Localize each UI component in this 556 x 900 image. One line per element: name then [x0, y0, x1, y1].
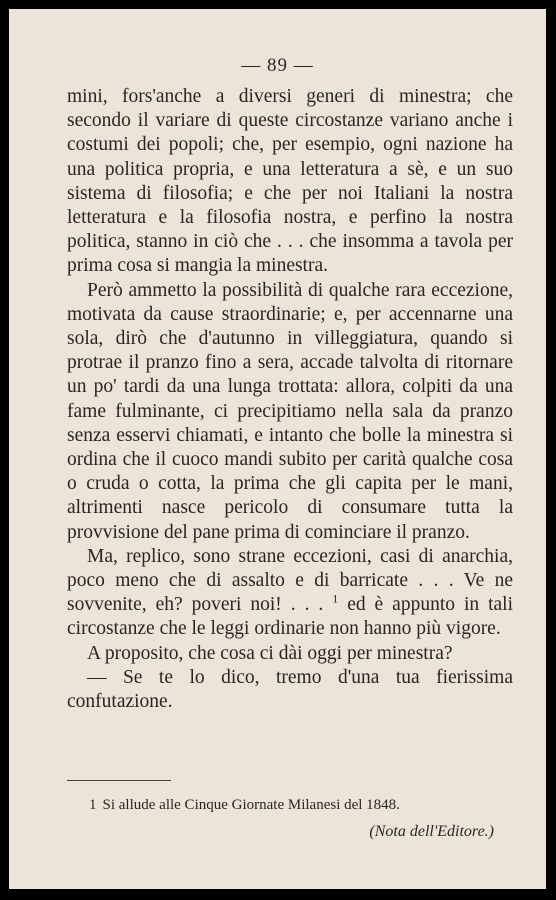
- book-page: [9, 9, 546, 889]
- footnote-reference-mark: 1: [332, 591, 339, 606]
- body-text: [67, 85, 513, 714]
- footnote-divider: [67, 780, 171, 781]
- paragraph-3-text-after: ed è appunto in tali circostanze che le leggi ordinarie non hanno più vigore.: [67, 594, 513, 640]
- footnote: [89, 795, 519, 815]
- paragraph-4: A proposito, che cosa ci dài oggi per minestra?: [87, 642, 453, 664]
- footnote-credit: (Nota dell'Editore.): [369, 823, 494, 840]
- paragraph-3: [67, 545, 513, 642]
- paragraph-1: mini, fors'anche a diversi generi di minestra; che secondo il variare di queste circostanze variano anche i costumi dei popoli; che, per esempio, ogni nazione ha una politica propria, e una letteratura a sè, e un suo sistema di filosofia; e che per noi Italiani la nostra letteratura e la filosofia nostra, e perfino la nostra politica, stanno in ciò che . . . che insomma a tavola per prima cosa si mangia la minestra.: [67, 86, 513, 277]
- paragraph-3-text-before: Ma, replico, sono strane eccezioni, casi di anarchia, poco meno che di assalto e di barricate . . . Ve ne sovvenite, eh? poveri noi! . . .: [67, 545, 513, 616]
- paragraph-2: Però ammetto la possibilità di qualche rara eccezione, motivata da cause straordinarie; e, per accennarne una sola, dirò che d'autunno in villeggiatura, quando si protrae il pranzo fino a sera, accade talvolta di ritornare un po' tardi da una lunga trottata: allora, colpiti da una fame fulminante, ci precipitiamo nella sala da pranzo senza esservi chiamati, e intanto che bolle la minestra si ordina che il cuoco mandi subito per carità qualche cosa o cruda o cotta, la prima che gli capita per le mani, altrimenti nasce pericolo di consumare tutta la provvisione del pane prima di cominciare il pranzo.: [67, 279, 513, 543]
- footnote-text: Si allude alle Cinque Giornate Milanesi del 1848.: [102, 797, 400, 813]
- footnote-number: 1: [89, 797, 97, 813]
- page-number: — 89 —: [241, 55, 314, 76]
- paragraph-5: — Se te lo dico, tremo d'una tua fierissima confutazione.: [67, 666, 513, 713]
